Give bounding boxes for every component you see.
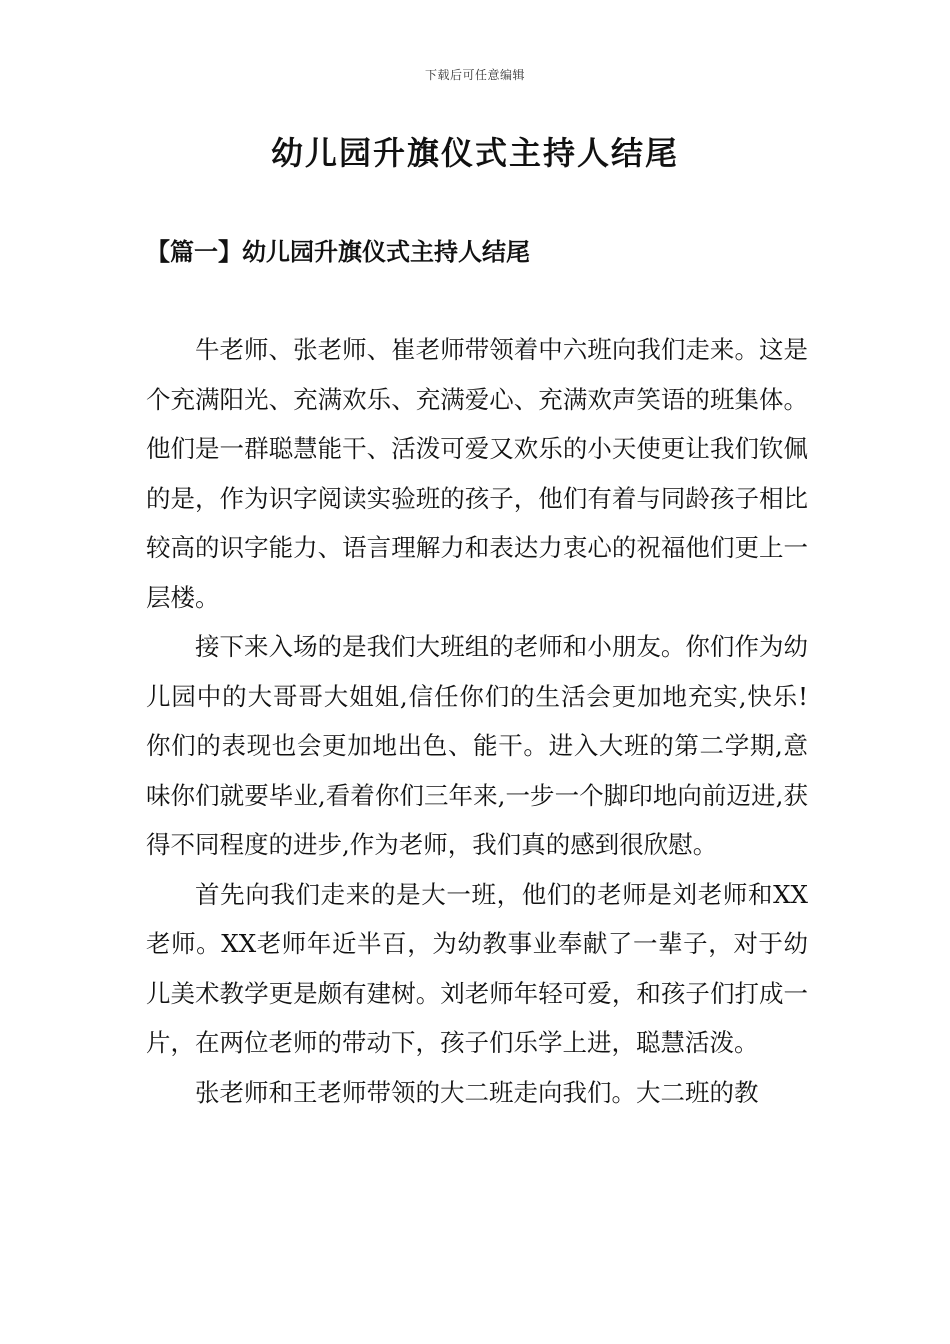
document-body xyxy=(146,325,808,1117)
paragraph-1: 牛老师、张老师、崔老师带领着中六班向我们走来。这是个充满阳光、充满欢乐、充满爱心、充满欢声笑语的班集体。他们是一群聪慧能干、活泼可爱又欢乐的小天使更让我们钦佩的是，作为识字阅读实验班的孩子，他们有着与同龄孩子相比较高的识字能力、语言理解力和表达力衷心的祝福他们更上一层楼。 xyxy=(146,335,808,612)
paragraph-3: 首先向我们走来的是大一班，他们的老师是刘老师和XX老师。XX老师年近半百，为幼教事业奉献了一辈子，对于幼儿美术教学更是颇有建树。刘老师年轻可爱，和孩子们打成一片，在两位老师的带动下，孩子们乐学上进，聪慧活泼。 xyxy=(146,879,808,1057)
paragraph-4: 张老师和王老师带领的大二班走向我们。大二班的教 xyxy=(195,1077,759,1107)
paragraph-2: 接下来入场的是我们大班组的老师和小朋友。你们作为幼儿园中的大哥哥大姐姐,信任你们的生活会更加地充实,快乐!你们的表现也会更加地出色、能干。进入大班的第二学期,意味你们就要毕业,看着你们三年来,一步一个脚印地向前迈进,获得不同程度的进步,作为老师，我们真的感到很欣慰。 xyxy=(146,632,808,859)
section-heading: 【篇一】幼儿园升旗仪式主持人结尾 xyxy=(146,237,530,266)
document-title: 幼儿园升旗仪式主持人结尾 xyxy=(270,134,679,172)
header-note: 下载后可任意编辑 xyxy=(424,68,525,82)
